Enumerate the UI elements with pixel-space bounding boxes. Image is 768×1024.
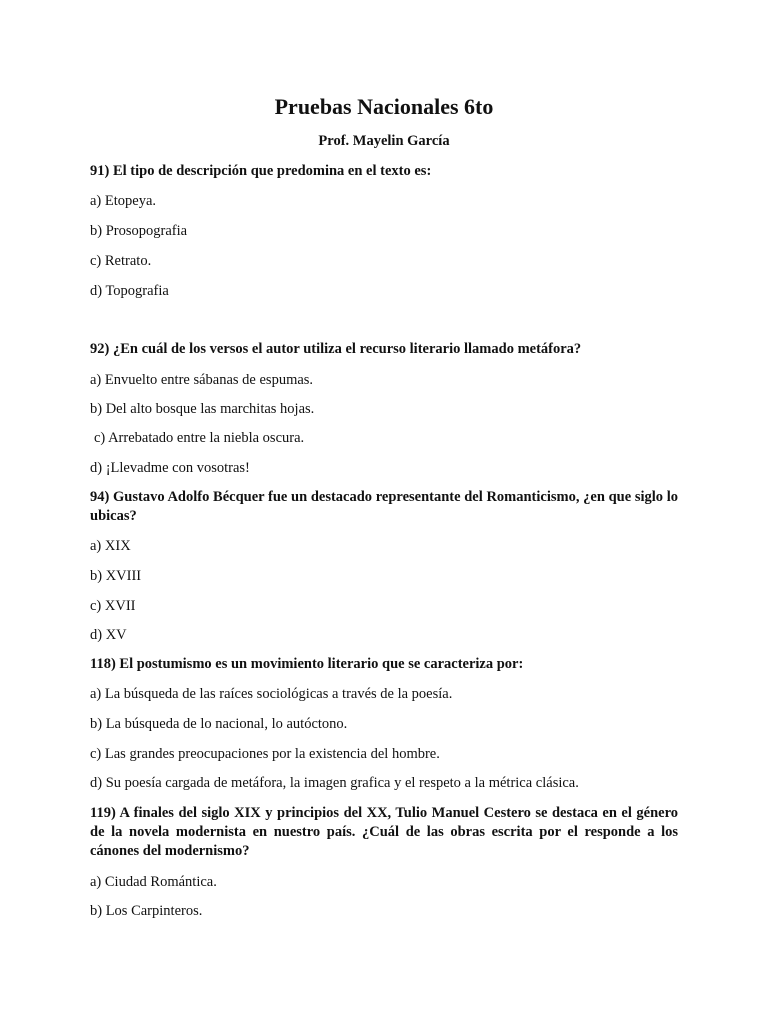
question-118: 118) El postumismo es un movimiento literario que se caracteriza por: <box>90 656 524 672</box>
question-92-option-b: b) Del alto bosque las marchitas hojas. <box>90 401 315 417</box>
question-91-option-d: d) Topografia <box>90 283 169 299</box>
question-91-option-c: c) Retrato. <box>90 253 152 269</box>
question-91: 91) El tipo de descripción que predomina en el texto es: <box>90 163 432 179</box>
question-94-option-d: d) XV <box>90 627 127 643</box>
question-94-option-c: c) XVII <box>90 598 136 614</box>
question-91-option-a: a) Etopeya. <box>90 193 157 209</box>
question-92: 92) ¿En cuál de los versos el autor utiliza el recurso literario llamado metáfora? <box>90 341 582 357</box>
question-92-option-d: d) ¡Llevadme con vosotras! <box>90 460 250 476</box>
question-119-option-b: b) Los Carpinteros. <box>90 903 203 919</box>
question-91-option-b: b) Prosopografia <box>90 223 188 239</box>
question-94-option-b: b) XVIII <box>90 568 142 584</box>
page-title: Pruebas Nacionales 6to <box>274 94 494 119</box>
question-118-option-c: c) Las grandes preocupaciones por la existencia del hombre. <box>90 746 440 762</box>
question-94: 94) Gustavo Adolfo Bécquer fue un destacado representante del Romanticismo, ¿en que siglo lo ubicas? <box>90 489 678 524</box>
question-118-option-b: b) La búsqueda de lo nacional, lo autóctono. <box>90 716 348 732</box>
question-119-option-a: a) Ciudad Romántica. <box>90 874 217 890</box>
question-92-option-c: c) Arrebatado entre la niebla oscura. <box>94 430 305 446</box>
question-92-option-a: a) Envuelto entre sábanas de espumas. <box>90 372 314 388</box>
question-118-option-a: a) La búsqueda de las raíces sociológicas a través de la poesía. <box>90 686 453 702</box>
question-118-option-d: d) Su poesía cargada de metáfora, la imagen grafica y el respeto a la métrica clásica. <box>90 775 579 791</box>
question-119: 119) A finales del siglo XIX y principios del XX, Tulio Manuel Cestero se destaca en el género de la novela modernista en nuestro país. ¿Cuál de las obras escrita por el responde a los cánones del modernismo? <box>90 805 678 859</box>
question-94-option-a: a) XIX <box>90 538 131 554</box>
author-subtitle: Prof. Mayelin García <box>318 133 450 149</box>
